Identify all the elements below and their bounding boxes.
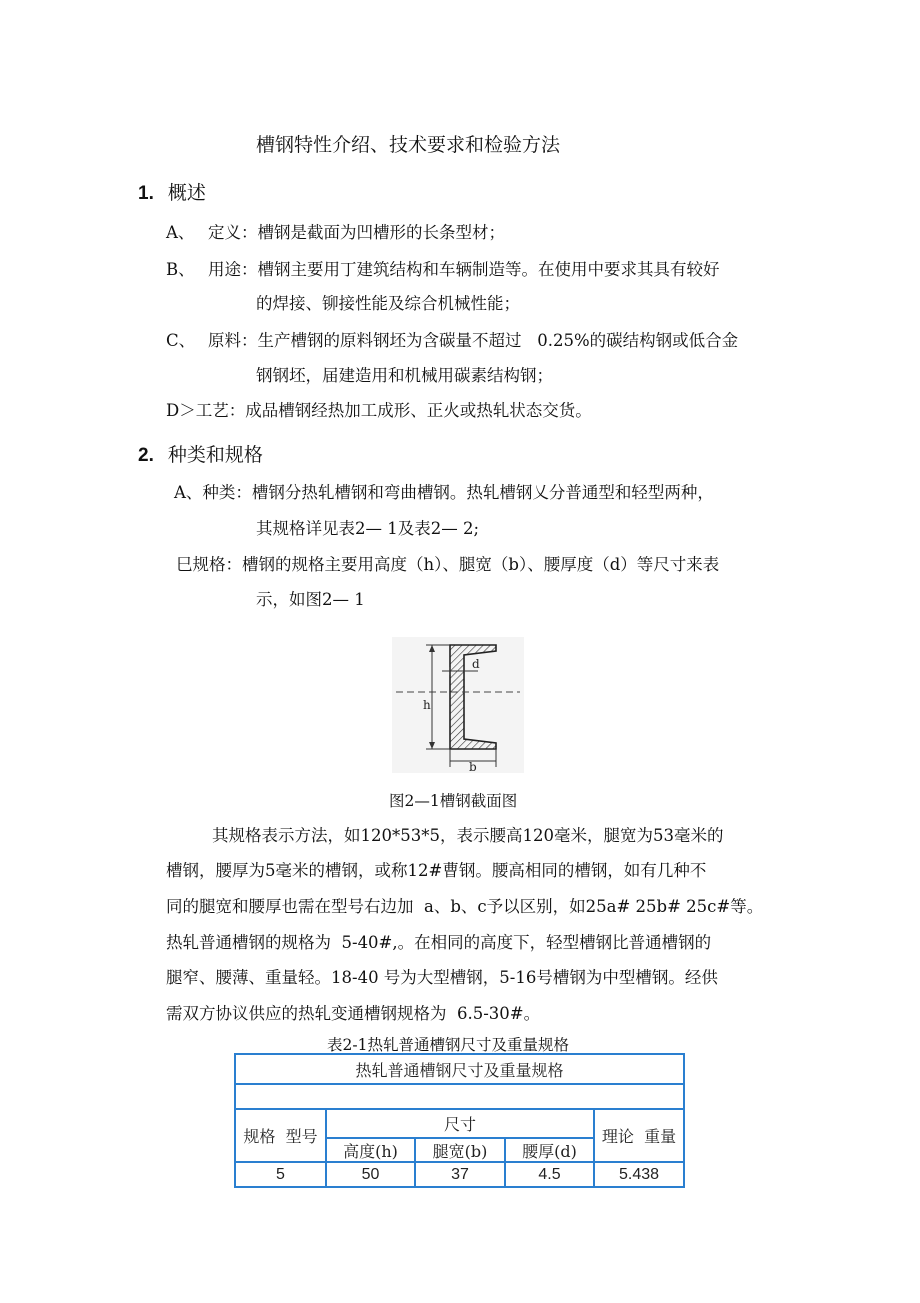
table-cell-weight: 5.438 bbox=[618, 1165, 660, 1183]
item-2a-text: 种类：槽钢分热轧槽钢和弯曲槽钢。热轧槽钢乂分普通型和轻型两种， bbox=[202, 483, 714, 502]
item-c-line-2: 钢钢坯，届建造用和机械用碳素结构钢； bbox=[256, 366, 553, 385]
header-weight: 理论 重量 bbox=[601, 1127, 677, 1146]
paragraph-line-6: 需双方协议供应的热轧变通槽钢规格为 6.5-30#。 bbox=[166, 1004, 541, 1023]
item-marker-2a: A、 bbox=[174, 483, 203, 502]
item-marker-c: C、 bbox=[166, 331, 196, 350]
page-title: 槽钢特性介绍、技术要求和检验方法 bbox=[256, 134, 561, 156]
item-marker-a: A、 bbox=[166, 223, 195, 242]
item-2b-line-2: 示，如图2— 1 bbox=[256, 590, 365, 609]
header-spec: 规格 型号 bbox=[243, 1127, 318, 1146]
spec-table bbox=[234, 1053, 685, 1188]
table-cell-web-thickness: 4.5 bbox=[538, 1165, 561, 1183]
figure-caption: 图2—1槽钢截面图 bbox=[389, 792, 518, 810]
paragraph-line-5: 腿窄、腰薄、重量轻。18-40 号为大型槽钢，5-16号槽钢为中型槽钢。经供 bbox=[166, 968, 718, 987]
item-d-text: 工艺：成品槽钢经热加工成形、正火或热轧状态交货。 bbox=[195, 401, 592, 420]
section-title: 概述 bbox=[167, 182, 206, 204]
paragraph-line-3: 同的腿宽和腰厚也需在型号右边加 a、b、c予以区别，如25a# 25b# 25c#等。 bbox=[166, 897, 764, 916]
item-b-line-2: 的焊接、铆接性能及综合机械性能； bbox=[256, 294, 520, 313]
item-d-line-1 bbox=[166, 397, 592, 421]
table-cell-leg-width: 37 bbox=[451, 1165, 469, 1183]
d-label: d bbox=[472, 657, 480, 671]
paragraph-line-2: 槽钢，腰厚为5毫米的槽钢，或称12#曹钢。腰高相同的槽钢，如有几种不 bbox=[166, 861, 707, 880]
item-marker-b: B、 bbox=[166, 260, 195, 279]
channel-section-figure bbox=[392, 637, 524, 773]
section-1-heading bbox=[138, 178, 206, 205]
table-cell-height: 50 bbox=[361, 1165, 380, 1183]
table-caption: 表2-1热轧普通槽钢尺寸及重量规格 bbox=[327, 1036, 569, 1054]
section-2-heading bbox=[138, 440, 263, 467]
section-title: 种类和规格 bbox=[167, 444, 263, 466]
item-2a-line-1 bbox=[174, 479, 714, 503]
item-2b-line-1 bbox=[176, 551, 719, 575]
header-leg-width: 腿宽(b) bbox=[432, 1141, 488, 1161]
item-a-line-1: 定义：槽钢是截面为凹槽形的长条型材； bbox=[208, 223, 505, 242]
section-number: 2. bbox=[138, 445, 154, 466]
h-label: h bbox=[423, 698, 431, 712]
item-marker-d: D＞ bbox=[166, 401, 196, 420]
b-label: b bbox=[469, 760, 477, 773]
item-c-line-1: 原料：生产槽钢的原料钢坯为含碳量不超过 0.25%的碳结构钢或低合金 bbox=[208, 331, 739, 350]
paragraph-line-4: 热轧普通槽钢的规格为 5-40#,。在相同的高度下，轻型槽钢比普通槽钢的 bbox=[166, 933, 712, 952]
header-size-group: 尺寸 bbox=[443, 1115, 476, 1134]
header-height: 高度(h) bbox=[343, 1141, 398, 1161]
item-2a-line-2: 其规格详见表2— 1及表2— 2; bbox=[256, 519, 480, 538]
table-cell-spec: 5 bbox=[276, 1165, 285, 1183]
header-web-thickness: 腰厚(d) bbox=[522, 1141, 577, 1161]
item-2b-text: 规格：槽钢的规格主要用高度（h）、腿宽（b）、腰厚度（d）等尺寸来表 bbox=[192, 555, 720, 574]
item-marker-2b: 巳 bbox=[176, 555, 193, 574]
channel-section-drawing bbox=[392, 637, 524, 773]
item-b-line-1: 用途：槽钢主要用丁建筑结构和车辆制造等。在使用中要求其具有较好 bbox=[208, 260, 720, 279]
table-title: 热轧普通槽钢尺寸及重量规格 bbox=[355, 1060, 564, 1080]
section-number: 1. bbox=[138, 183, 154, 204]
paragraph-line-1: 其规格表示方法，如120*53*5，表示腰高120毫米，腿宽为53毫米的 bbox=[212, 826, 724, 845]
